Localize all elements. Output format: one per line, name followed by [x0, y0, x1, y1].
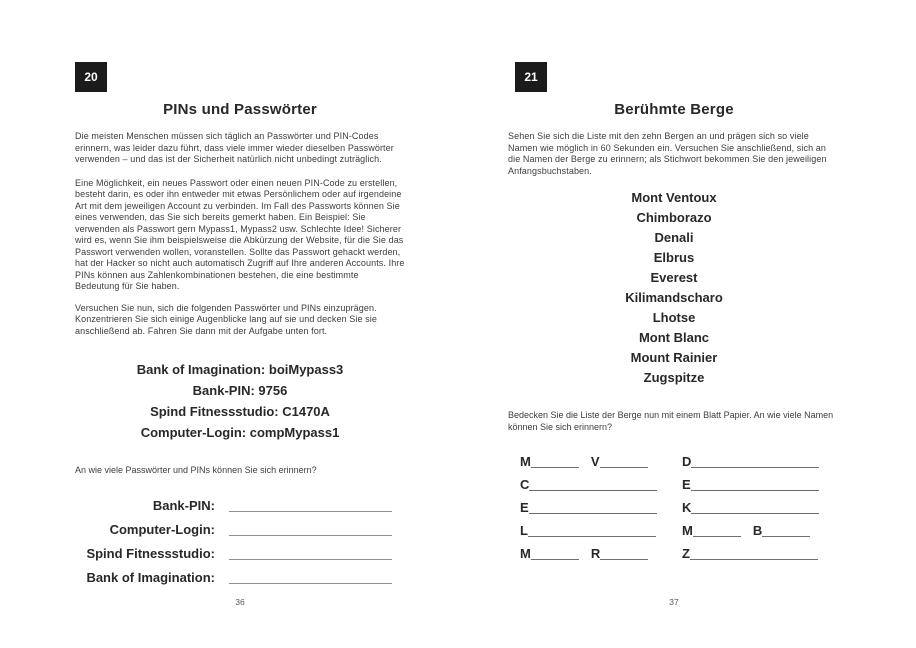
- paragraph: Die meisten Menschen müssen sich täglich an Passwörter und PIN-Codes erinnern, was leider dazu führt, dass viele immer wieder dieselben Passwörter verwenden – und das ist der Sicherheit natürlich nicht unbedingt zuträglich.: [75, 131, 394, 164]
- mountain-item: Denali: [654, 230, 694, 245]
- fill-in-line: [529, 513, 657, 514]
- mountain-item: Chimborazo: [636, 210, 712, 225]
- recall-question: An wie viele Passwörter und PINs können Sie sich erinnern?: [75, 465, 317, 475]
- hint-row: [520, 519, 840, 542]
- mountain-item: Mount Rainier: [630, 350, 718, 365]
- page-20: [75, 62, 405, 607]
- fill-in-line: [229, 559, 392, 560]
- page-number: 36: [235, 597, 245, 607]
- form-row: [75, 494, 405, 518]
- page-title: PINs und Passwörter: [163, 101, 317, 118]
- password-memory-list: [75, 359, 405, 443]
- page-number: 37: [669, 597, 679, 607]
- fill-in-line: [531, 559, 579, 560]
- mountain-item: Lhotse: [652, 310, 696, 325]
- page-title: Berühmte Berge: [614, 101, 734, 118]
- memory-item: Bank-PIN: 9756: [192, 383, 288, 398]
- fill-in-line: [229, 511, 392, 512]
- fill-in-line: [528, 536, 656, 537]
- form-row: [75, 566, 405, 590]
- fill-in-line: [690, 559, 818, 560]
- mountain-item: Mont Blanc: [638, 330, 710, 345]
- hint-letter: D: [682, 454, 692, 469]
- fill-in-line: [600, 467, 648, 468]
- hint-row: [520, 542, 840, 565]
- hint-letter: M: [682, 523, 693, 538]
- fill-in-line: [693, 536, 741, 537]
- fill-in-line: [691, 513, 819, 514]
- fill-in-line: [691, 490, 819, 491]
- exercise-number-badge: 20: [75, 62, 107, 92]
- recall-form: [75, 494, 405, 590]
- hint-letter: B: [752, 523, 763, 538]
- form-label: Bank-PIN:: [152, 497, 215, 513]
- hint-row: [520, 473, 840, 496]
- form-row: [75, 542, 405, 566]
- fill-in-line: [229, 535, 392, 536]
- paragraph: Eine Möglichkeit, ein neues Passwort oder einen neuen PIN-Code zu erstellen, besteht darin, es oder ihn entweder mit etwas Persönlichem oder auf irgendeine Art mit dem jeweiligen Account zu verbinden. Im Fall des Passworts können Sie eines verwenden, das Sie sich bereits gemerkt haben. Ein Beispiel: Sie verwenden als Passwort gern Mypass1, Mypass2 usw. Schlechte Idee! Sicherer wird es, wenn Sie ihm beispielsweise die Abkürzung der Website, für die Sie das Passwort verwenden wollen, voranstellen. Sollte das Passwort gehackt werden, hat der Hacker so nicht auch automatisch Zugriff auf Ihre anderen Accounts. Ihre PINs können aus Zahlenkombinationen bestehen, die eine bestimmte Bedeutung für Sie haben.: [75, 177, 405, 291]
- form-label: Computer-Login:: [109, 521, 215, 537]
- mountain-item: Everest: [650, 270, 698, 285]
- fill-in-line: [531, 467, 579, 468]
- fill-in-line: [229, 583, 392, 584]
- fill-in-line: [691, 467, 819, 468]
- exercise-number-badge: 21: [515, 62, 547, 92]
- hint-row: [520, 450, 840, 473]
- mountain-item: Elbrus: [653, 250, 695, 265]
- fill-in-line: [529, 490, 657, 491]
- hint-letter: M: [520, 454, 531, 469]
- hint-letter: V: [590, 454, 600, 469]
- hint-letter: L: [520, 523, 528, 538]
- recall-question: Bedecken Sie die Liste der Berge nun mit einem Blatt Papier. An wie viele Namen können Sie sich erinnern?: [508, 410, 834, 432]
- hint-letter: M: [520, 546, 531, 561]
- fill-in-line: [762, 536, 810, 537]
- hint-letter: K: [682, 500, 692, 515]
- initials-hint-grid: [508, 450, 840, 565]
- page-21: [508, 62, 840, 607]
- hint-letter: E: [682, 477, 691, 492]
- hint-row: [520, 496, 840, 519]
- mountain-item: Mont Ventoux: [631, 190, 717, 205]
- form-label: Bank of Imagination:: [86, 569, 215, 585]
- memory-item: Computer-Login: compMypass1: [140, 425, 340, 440]
- hint-letter: Z: [682, 546, 690, 561]
- fill-in-line: [600, 559, 648, 560]
- hint-letter: E: [520, 500, 529, 515]
- mountain-item: Kilimandscharo: [625, 290, 723, 305]
- form-label: Spind Fitnessstudio:: [86, 545, 215, 561]
- memory-item: Spind Fitnessstudio: C1470A: [150, 404, 330, 419]
- hint-letter: R: [590, 546, 601, 561]
- mountain-item: Zugspitze: [643, 370, 705, 385]
- paragraph: Versuchen Sie nun, sich die folgenden Passwörter und PINs einzuprägen. Konzentrieren Sie sich einige Augenblicke lang auf sie und decken Sie sie anschließend ab. Fahren Sie dann mit der Aufgabe unten fort.: [75, 302, 377, 336]
- form-row: [75, 518, 405, 542]
- paragraph: Sehen Sie sich die Liste mit den zehn Bergen an und prägen sich so viele Namen wie möglich in 60 Sekunden ein. Versuchen Sie anschließend, sich an die Namen der Berge zu erinnern; als Stichwort bekommen Sie den jeweiligen Anfangsbuchstaben.: [508, 131, 827, 176]
- hint-letter: C: [520, 477, 530, 492]
- mountain-list: [508, 188, 840, 388]
- memory-item: Bank of Imagination: boiMypass3: [136, 362, 344, 377]
